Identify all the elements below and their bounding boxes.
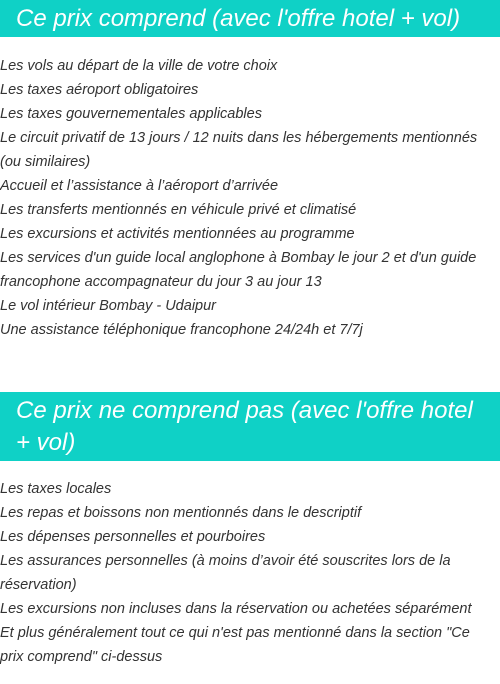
list-item: Les taxes locales	[0, 481, 112, 497]
list-item: Les transferts mentionnés en véhicule privé et climatisé	[0, 202, 357, 218]
list-item: Le vol intérieur Bombay - Udaipur	[0, 298, 216, 314]
list-item: Et plus généralement tout ce qui n'est pas mentionné dans la section "Ce prix comprend" ci-dessus	[0, 625, 470, 665]
list-item: Une assistance téléphonique francophone 24/24h et 7/7j	[0, 322, 363, 338]
list-item: Les dépenses personnelles et pourboires	[0, 529, 266, 545]
excluded-list	[0, 477, 500, 669]
list-item: Les repas et boissons non mentionnés dans le descriptif	[0, 505, 362, 521]
list-item: Accueil et l’assistance à l’aéroport d’arrivée	[0, 178, 279, 194]
list-item: Les services d'un guide local anglophone à Bombay le jour 2 et d'un guide francophone accompagnateur du jour 3 au jour 13	[0, 250, 477, 290]
included-heading: Ce prix comprend (avec l'offre hotel + vol)	[0, 0, 500, 37]
excluded-section	[0, 392, 500, 669]
excluded-heading: Ce prix ne comprend pas (avec l'offre hotel + vol)	[0, 392, 500, 461]
list-item: Les assurances personnelles (à moins d’avoir été souscrites lors de la réservation)	[0, 553, 451, 593]
list-item: Les vols au départ de la ville de votre choix	[0, 58, 278, 74]
list-item: Les taxes aéroport obligatoires	[0, 82, 199, 98]
list-item: Les taxes gouvernementales applicables	[0, 106, 262, 122]
included-list	[0, 54, 500, 342]
list-item: Les excursions et activités mentionnées au programme	[0, 226, 355, 242]
list-item: Les excursions non incluses dans la réservation ou achetées séparément	[0, 601, 472, 617]
list-item: Le circuit privatif de 13 jours / 12 nuits dans les hébergements mentionnés (ou similaires)	[0, 130, 478, 170]
